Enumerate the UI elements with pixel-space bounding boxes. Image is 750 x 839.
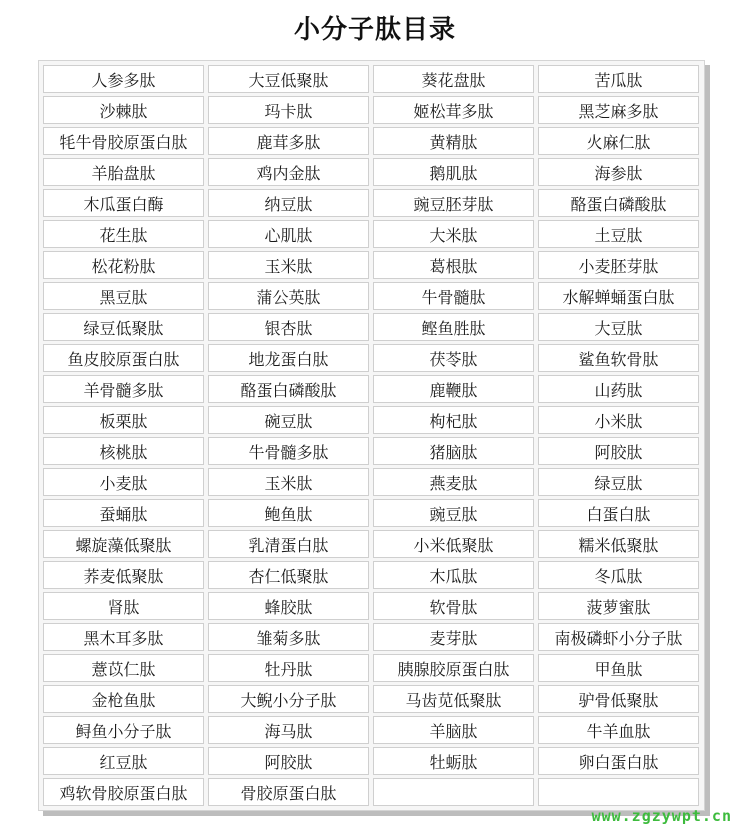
table-cell: 小米低聚肽: [373, 530, 534, 558]
table-cell: 绿豆低聚肽: [43, 313, 204, 341]
catalog-grid: [43, 65, 699, 806]
table-cell: 地龙蛋白肽: [208, 344, 369, 372]
table-cell: 大豆低聚肽: [208, 65, 369, 93]
table-cell: 海参肽: [538, 158, 699, 186]
table-cell: 核桃肽: [43, 437, 204, 465]
table-cell: 菠萝蜜肽: [538, 592, 699, 620]
table-cell: 牦牛骨胶原蛋白肽: [43, 127, 204, 155]
table-cell: 驴骨低聚肽: [538, 685, 699, 713]
table-cell: 豌豆胚芽肽: [373, 189, 534, 217]
table-cell: 糯米低聚肽: [538, 530, 699, 558]
catalog-table: [38, 60, 705, 811]
table-cell: 玉米肽: [208, 251, 369, 279]
table-cell: 鹿茸多肽: [208, 127, 369, 155]
table-cell: 小米肽: [538, 406, 699, 434]
table-cell: 猪脑肽: [373, 437, 534, 465]
table-cell: 雏菊多肽: [208, 623, 369, 651]
table-cell: 甲鱼肽: [538, 654, 699, 682]
table-cell: 苦瓜肽: [538, 65, 699, 93]
table-cell: 黑芝麻多肽: [538, 96, 699, 124]
table-cell: 鲍鱼肽: [208, 499, 369, 527]
table-cell: 姬松茸多肽: [373, 96, 534, 124]
table-cell: 人参多肽: [43, 65, 204, 93]
table-cell: 碗豆肽: [208, 406, 369, 434]
table-cell: 玛卡肽: [208, 96, 369, 124]
table-cell: 小麦胚芽肽: [538, 251, 699, 279]
table-cell: 玉米肽: [208, 468, 369, 496]
table-cell: 酪蛋白磷酸肽: [208, 375, 369, 403]
table-cell: 羊骨髓多肽: [43, 375, 204, 403]
table-cell: 薏苡仁肽: [43, 654, 204, 682]
table-cell: 豌豆肽: [373, 499, 534, 527]
table-cell: 鸡软骨胶原蛋白肽: [43, 778, 204, 806]
table-cell: 鲣鱼胜肽: [373, 313, 534, 341]
table-cell: 杏仁低聚肽: [208, 561, 369, 589]
table-cell: 银杏肽: [208, 313, 369, 341]
table-cell: 黑木耳多肽: [43, 623, 204, 651]
table-cell: 木瓜肽: [373, 561, 534, 589]
table-cell: 纳豆肽: [208, 189, 369, 217]
table-cell: 马齿苋低聚肽: [373, 685, 534, 713]
table-cell: 羊胎盘肽: [43, 158, 204, 186]
table-cell: 葵花盘肽: [373, 65, 534, 93]
table-cell: 木瓜蛋白酶: [43, 189, 204, 217]
table-cell: 鱼皮胶原蛋白肽: [43, 344, 204, 372]
table-cell: 大米肽: [373, 220, 534, 248]
table-cell: 乳清蛋白肽: [208, 530, 369, 558]
table-cell: 枸杞肽: [373, 406, 534, 434]
table-cell: 牛羊血肽: [538, 716, 699, 744]
table-cell: 花生肽: [43, 220, 204, 248]
table-cell: 鹅肌肽: [373, 158, 534, 186]
table-cell: 葛根肽: [373, 251, 534, 279]
table-cell: 软骨肽: [373, 592, 534, 620]
table-cell: 蚕蛹肽: [43, 499, 204, 527]
watermark: www.zgzywpt.cn: [591, 807, 732, 825]
table-cell: 鲟鱼小分子肽: [43, 716, 204, 744]
table-cell: 黄精肽: [373, 127, 534, 155]
table-cell: 火麻仁肽: [538, 127, 699, 155]
table-cell: 海马肽: [208, 716, 369, 744]
table-cell: 鹿鞭肽: [373, 375, 534, 403]
table-cell: 大鲵小分子肽: [208, 685, 369, 713]
table-cell: 阿胶肽: [208, 747, 369, 775]
table-cell: 心肌肽: [208, 220, 369, 248]
table-cell: 小麦肽: [43, 468, 204, 496]
table-cell: 燕麦肽: [373, 468, 534, 496]
table-cell: 牡蛎肽: [373, 747, 534, 775]
table-cell: 蜂胶肽: [208, 592, 369, 620]
table-cell: 水解蝉蛹蛋白肽: [538, 282, 699, 310]
table-cell: 卵白蛋白肽: [538, 747, 699, 775]
table-cell: 茯苓肽: [373, 344, 534, 372]
table-cell: 绿豆肽: [538, 468, 699, 496]
table-cell: 山药肽: [538, 375, 699, 403]
table-cell: 鲨鱼软骨肽: [538, 344, 699, 372]
table-cell: [373, 778, 534, 806]
table-cell: [538, 778, 699, 806]
table-cell: 沙棘肽: [43, 96, 204, 124]
table-cell: 荞麦低聚肽: [43, 561, 204, 589]
table-cell: 牛骨髓肽: [373, 282, 534, 310]
table-cell: 羊脑肽: [373, 716, 534, 744]
table-cell: 黑豆肽: [43, 282, 204, 310]
table-cell: 肾肽: [43, 592, 204, 620]
table-cell: 松花粉肽: [43, 251, 204, 279]
table-cell: 土豆肽: [538, 220, 699, 248]
table-cell: 胰腺胶原蛋白肽: [373, 654, 534, 682]
table-cell: 牛骨髓多肽: [208, 437, 369, 465]
table-cell: 冬瓜肽: [538, 561, 699, 589]
table-cell: 阿胶肽: [538, 437, 699, 465]
table-cell: 白蛋白肽: [538, 499, 699, 527]
table-cell: 骨胶原蛋白肽: [208, 778, 369, 806]
table-cell: 麦芽肽: [373, 623, 534, 651]
table-cell: 板栗肽: [43, 406, 204, 434]
table-cell: 螺旋藻低聚肽: [43, 530, 204, 558]
table-cell: 鸡内金肽: [208, 158, 369, 186]
table-cell: 牡丹肽: [208, 654, 369, 682]
table-cell: 酪蛋白磷酸肽: [538, 189, 699, 217]
page-title: 小分子肽目录: [293, 15, 456, 45]
table-cell: 南极磷虾小分子肽: [538, 623, 699, 651]
table-cell: 蒲公英肽: [208, 282, 369, 310]
table-cell: 大豆肽: [538, 313, 699, 341]
table-cell: 金枪鱼肽: [43, 685, 204, 713]
table-cell: 红豆肽: [43, 747, 204, 775]
